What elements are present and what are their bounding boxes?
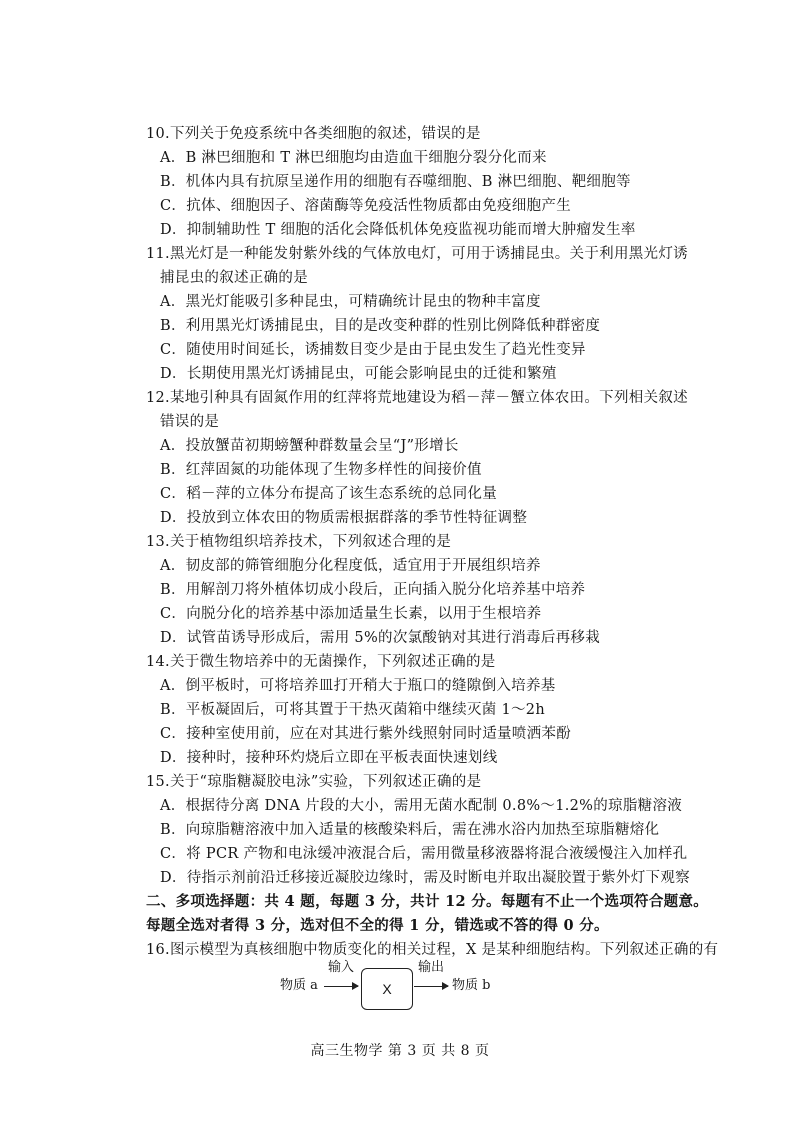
question-12-stem: 12.某地引种具有固氮作用的红萍将荒地建设为稻－萍－蟹立体农田。下列相关叙述 <box>146 390 688 406</box>
question-10-option-c: C．抗体、细胞因子、溶菌酶等免疫活性物质都由免疫细胞产生 <box>160 198 571 214</box>
question-15-option-b: B．向琼脂糖溶液中加入适量的核酸染料后，需在沸水浴内加热至琼脂糖熔化 <box>160 822 660 838</box>
question-15-option-c: C．将 PCR 产物和电泳缓冲液混合后，需用微量移液器将混合液缓慢注入加样孔 <box>160 846 688 862</box>
question-10-stem: 10.下列关于免疫系统中各类细胞的叙述，错误的是 <box>146 126 481 142</box>
question-14-option-b: B．平板凝固后，可将其置于干热灭菌箱中继续灭菌 1～2h <box>160 702 545 718</box>
section-2-heading: 二、多项选择题：共 4 题，每题 3 分，共计 12 分。每题有不止一个选项符合题意。 <box>146 893 709 910</box>
question-14-stem: 14.关于微生物培养中的无菌操作，下列叙述正确的是 <box>146 654 496 670</box>
question-13-stem: 13.关于植物组织培养技术，下列叙述合理的是 <box>146 534 452 550</box>
question-16-stem: 16.图示模型为真核细胞中物质变化的相关过程，X 是某种细胞结构。下列叙述正确的有 <box>146 942 719 958</box>
substance-b-label: 物质 b <box>452 978 491 993</box>
question-14-option-a: A．倒平板时，可将培养皿打开稍大于瓶口的缝隙倒入培养基 <box>160 678 556 694</box>
question-12-option-d: D．投放到立体农田的物质需根据群落的季节性特征调整 <box>160 510 528 526</box>
question-12-option-b: B．红萍固氮的功能体现了生物多样性的间接价值 <box>160 462 482 478</box>
output-arrow-icon <box>414 986 448 987</box>
structure-x-box: X <box>361 968 413 1010</box>
question-15-option-a: A．根据待分离 DNA 片段的大小，需用无菌水配制 0.8%～1.2%的琼脂糖溶液 <box>160 798 683 814</box>
question-10-option-d: D．抑制辅助性 T 细胞的活化会降低机体免疫监视功能而增大肿瘤发生率 <box>160 222 636 238</box>
question-11-stem: 11.黑光灯是一种能发射紫外线的气体放电灯，可用于诱捕昆虫。关于利用黑光灯诱 <box>146 246 688 262</box>
process-diagram <box>280 960 520 1016</box>
question-13-option-c: C．向脱分化的培养基中添加适量生长素，以用于生根培养 <box>160 606 542 622</box>
question-12-option-c: C．稻－萍的立体分布提高了该生态系统的总同化量 <box>160 486 497 502</box>
question-11-stem-cont: 捕昆虫的叙述正确的是 <box>160 270 308 286</box>
question-13-option-d: D．试管苗诱导形成后，需用 5%的次氯酸钠对其进行消毒后再移栽 <box>160 630 601 646</box>
question-14-option-d: D．接种时，接种环灼烧后立即在平板表面快速划线 <box>160 750 498 766</box>
question-10-option-a: A．B 淋巴细胞和 T 淋巴细胞均由造血干细胞分裂分化而来 <box>160 150 547 166</box>
question-11-option-c: C．随使用时间延长，诱捕数目变少是由于昆虫发生了趋光性变异 <box>160 342 586 358</box>
output-arrow-label: 输出 <box>418 960 445 975</box>
question-11-option-d: D．长期使用黑光灯诱捕昆虫，可能会影响昆虫的迁徙和繁殖 <box>160 366 557 382</box>
input-arrow-icon <box>324 986 358 987</box>
question-13-option-a: A．韧皮部的筛管细胞分化程度低，适宜用于开展组织培养 <box>160 558 541 574</box>
question-12-option-a: A．投放蟹苗初期螃蟹种群数量会呈“J”形增长 <box>160 438 459 454</box>
question-10-option-b: B．机体内具有抗原呈递作用的细胞有吞噬细胞、B 淋巴细胞、靶细胞等 <box>160 174 631 190</box>
question-15-option-d: D．待指示剂前沿迁移接近凝胶边缘时，需及时断电并取出凝胶置于紫外灯下观察 <box>160 870 690 886</box>
question-11-option-a: A．黑光灯能吸引多种昆虫，可精确统计昆虫的物种丰富度 <box>160 294 541 310</box>
substance-a-label: 物质 a <box>280 978 318 993</box>
question-13-option-b: B．用解剖刀将外植体切成小段后，正向插入脱分化培养基中培养 <box>160 582 586 598</box>
section-2-scoring: 每题全选对者得 3 分，选对但不全的得 1 分，错选或不答的得 0 分。 <box>146 917 609 934</box>
page-footer: 高三生物学 第 3 页 共 8 页 <box>310 1043 490 1059</box>
input-arrow-label: 输入 <box>328 960 355 975</box>
question-15-stem: 15.关于“琼脂糖凝胶电泳”实验，下列叙述正确的是 <box>146 774 482 790</box>
question-11-option-b: B．利用黑光灯诱捕昆虫，目的是改变种群的性别比例降低种群密度 <box>160 318 601 334</box>
question-14-option-c: C．接种室使用前，应在对其进行紫外线照射同时适量喷洒苯酚 <box>160 726 571 742</box>
question-12-stem-cont: 错误的是 <box>160 414 220 430</box>
